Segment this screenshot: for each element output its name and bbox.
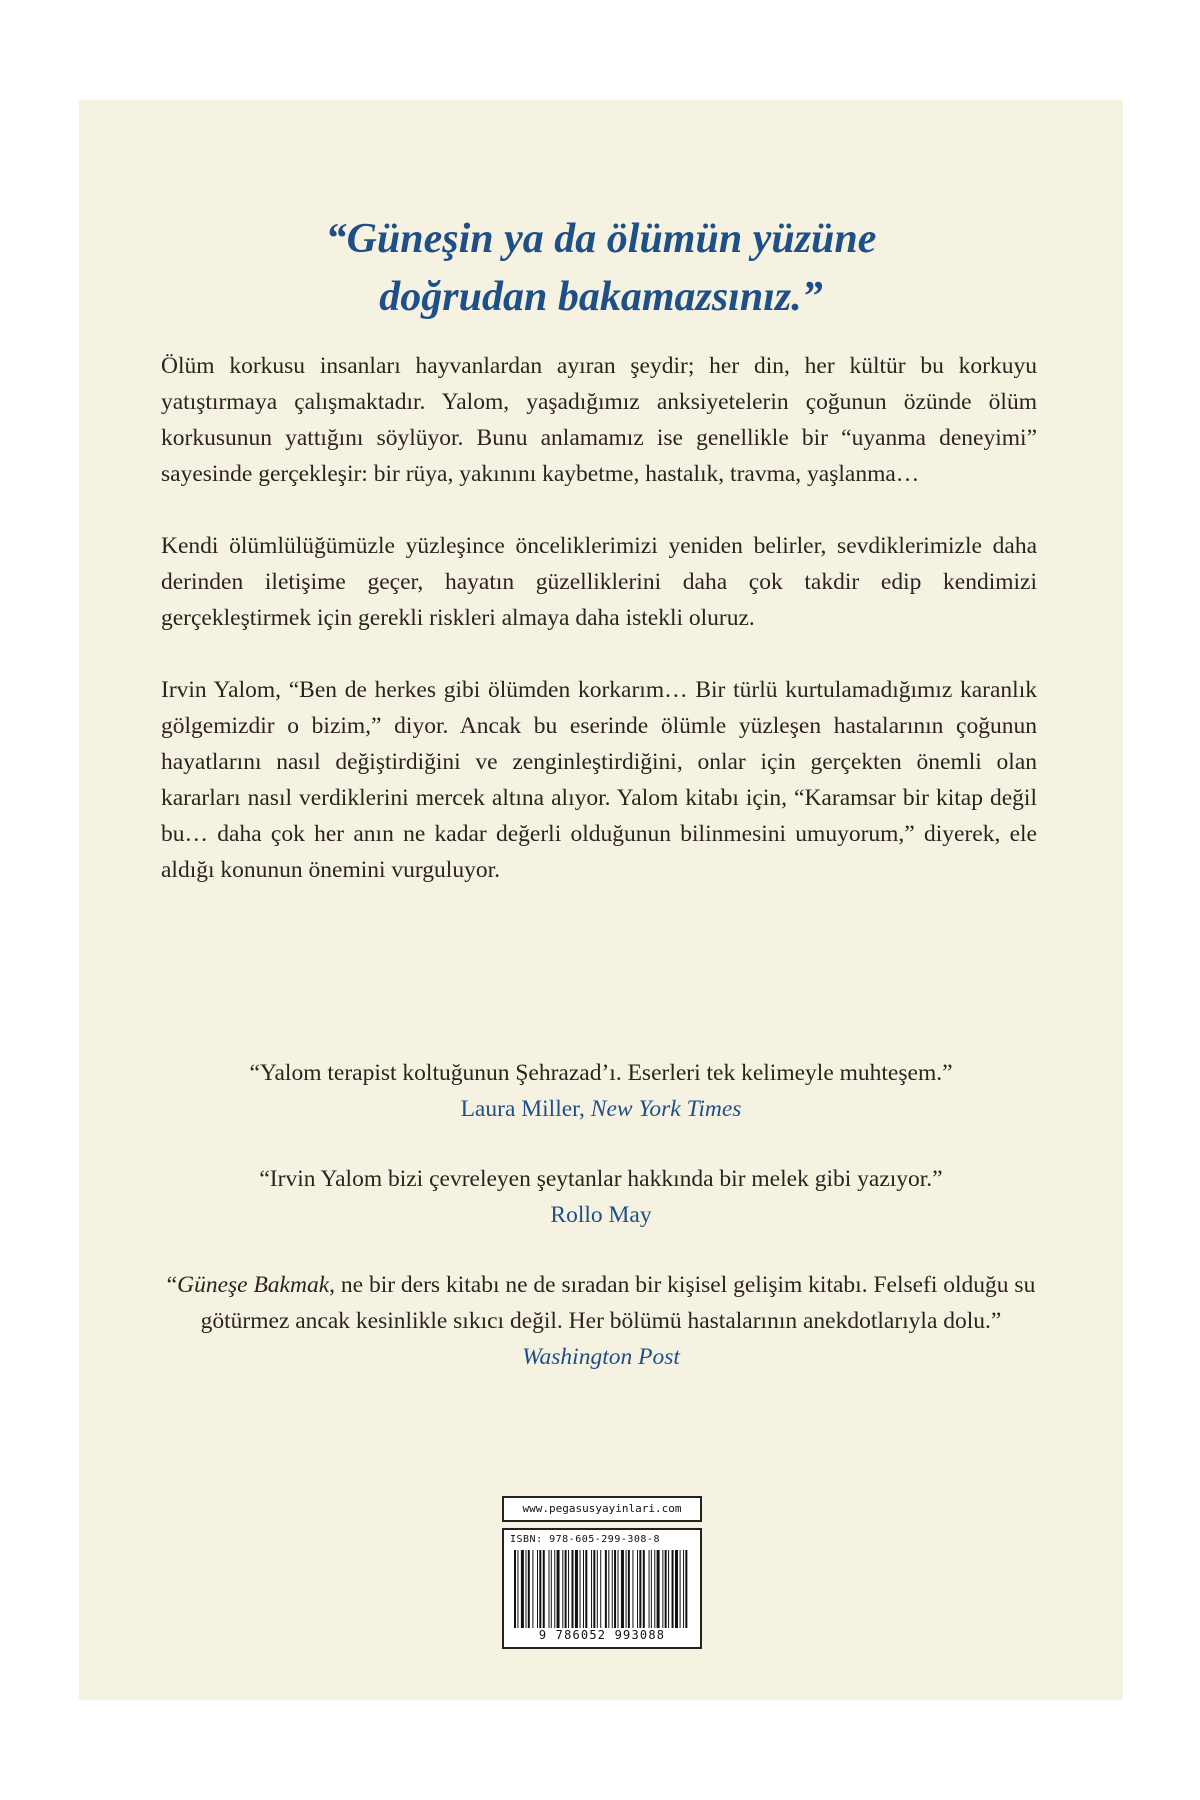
barcode-digits: 9 786052 993088 [538,1628,666,1642]
barcode-bar [572,1550,574,1628]
barcode-bar [668,1550,669,1628]
barcode-bar [618,1550,619,1628]
barcode-bar [554,1550,555,1628]
barcode-bar [654,1550,655,1628]
review-quote-1 [139,1055,1063,1127]
barcode-bar [657,1550,660,1628]
review-quote-attribution [139,1197,1063,1233]
barcode-bar [649,1550,650,1628]
review-quote-attribution [139,1339,1063,1375]
barcode-bar [585,1550,587,1628]
review-quote-source: Washington Post [522,1344,680,1370]
barcode-bar [643,1550,645,1628]
review-quote-text: “Irvin Yalom bizi çevreleyen şeytanlar hakkında bir melek gibi yazıyor.” [259,1166,943,1192]
barcode-bar [532,1550,533,1628]
barcode-bar [557,1550,560,1628]
barcode-bar [626,1550,627,1628]
isbn-label: ISBN: 978-605-299-308-8 [510,1534,660,1545]
review-quote-book-title: Güneşe Bakmak [177,1272,330,1298]
barcode-bar [662,1550,663,1628]
barcode-bar [514,1550,516,1628]
barcode-bar [565,1550,567,1628]
barcode-bar [600,1550,601,1628]
barcode-bar [632,1550,633,1628]
barcode-bar [517,1550,518,1628]
barcode-bar [583,1550,584,1628]
barcode-bar [551,1550,552,1628]
barcode-bar [568,1550,569,1628]
barcode-bar [593,1550,595,1628]
barcode-bar [612,1550,613,1628]
barcode-bar [526,1550,527,1628]
review-quote-attribution [139,1091,1063,1127]
headline-line-2: doğrudan bakamazsınız.” [379,274,823,320]
review-quote-author: Rollo May [550,1202,652,1228]
barcode-bar [528,1550,530,1628]
barcode-bar [621,1550,624,1628]
barcode-bar [521,1550,524,1628]
barcode-bar [665,1550,667,1628]
barcode-bar [675,1550,678,1628]
barcode-bar [614,1550,616,1628]
headline-quote [79,210,1123,326]
publisher-url: www.pegasusyayinlari.com [502,1496,702,1522]
review-quote-rest: , ne bir ders kitabı ne de sıradan bir kişisel gelişim kitabı. Felsefi olduğu su götürmez ancak kesinlikle sıkıcı değil. Her bölümü hastalarının anekdotlarıyla dolu.” [200,1272,1036,1334]
barcode-bar [683,1550,684,1628]
review-quote-open-mark: “ [166,1272,178,1298]
barcode-bar [549,1550,550,1628]
book-back-cover [79,100,1123,1700]
barcode-bar [537,1550,538,1628]
description-paragraph-3: Irvin Yalom, “Ben de herkes gibi ölümden korkarım… Bir türlü kurtulamadığımız karanlık gölgemizdir o bizim,” diyor. Ancak bu eserinde ölümle yüzleşen hastalarının çoğunun hayatlarını nasıl değiştirdiğini ve zenginleştirdiğini, onlar için gerçekten önemli olan kararları nasıl verdiklerini mercek altına alıyor. Yalom kitabı için, “Karamsar bir kitap değil bu… daha çok her anın ne kadar değerli olduğunun bilinmesini umuyorum,” diyerek, ele aldığı konunun önemini vurguluyor. [161,677,1037,883]
description-paragraph-2: Kendi ölümlülüğümüzle yüzleşince önceliklerimizi yeniden belirler, sevdiklerimizle daha derinden iletişime geçer, hayatın güzelliklerini daha çok takdir edip kendimizi gerçekleştirmek için gerekli riskleri almaya daha istekli oluruz. [161,533,1037,631]
review-quote-text [139,1267,1063,1339]
barcode-bar [637,1550,638,1628]
review-quote-3 [139,1267,1063,1375]
barcode-bar [543,1550,545,1628]
barcode-bar [639,1550,641,1628]
headline-line-1: “Güneşin ya da ölümün yüzüne [325,216,877,262]
barcode-bar [605,1550,607,1628]
barcode-bar [597,1550,598,1628]
barcode-block [502,1496,702,1649]
barcode-bar [580,1550,581,1628]
barcode-bar [672,1550,674,1628]
barcode-bar [628,1550,630,1628]
barcode-bar [651,1550,652,1628]
barcode-bar [680,1550,681,1628]
review-quote-2 [139,1161,1063,1233]
barcode-bar [539,1550,541,1628]
description-body [161,348,1037,924]
review-quotes [139,1055,1063,1409]
barcode-bars [510,1550,694,1628]
barcode-bar [575,1550,578,1628]
barcode-bar [685,1550,687,1628]
barcode-bar [591,1550,592,1628]
description-paragraph-1: Ölüm korkusu insanları hayvanlardan ayıran şeydir; her din, her kültür bu korkuyu yatıştırmaya çalışmaktadır. Yalom, yaşadığımız anksiyetelerin çoğunun özünde ölüm korkusunun yattığını söylüyor. Bunu anlamamız ise genellikle bir “uyanma deneyimi” sayesinde gerçekleşir: bir rüya, yakınını kaybetme, hastalık, travma, yaşlanma… [161,353,1037,487]
barcode-bar [608,1550,609,1628]
review-quote-text: “Yalom terapist koltuğunun Şehrazad’ı. Eserleri tek kelimeyle muhteşem.” [249,1060,953,1086]
barcode-bar [562,1550,563,1628]
review-quote-source: New York Times [590,1096,742,1122]
isbn-barcode-box [502,1528,702,1649]
review-quote-author: Laura Miller, [460,1096,591,1122]
